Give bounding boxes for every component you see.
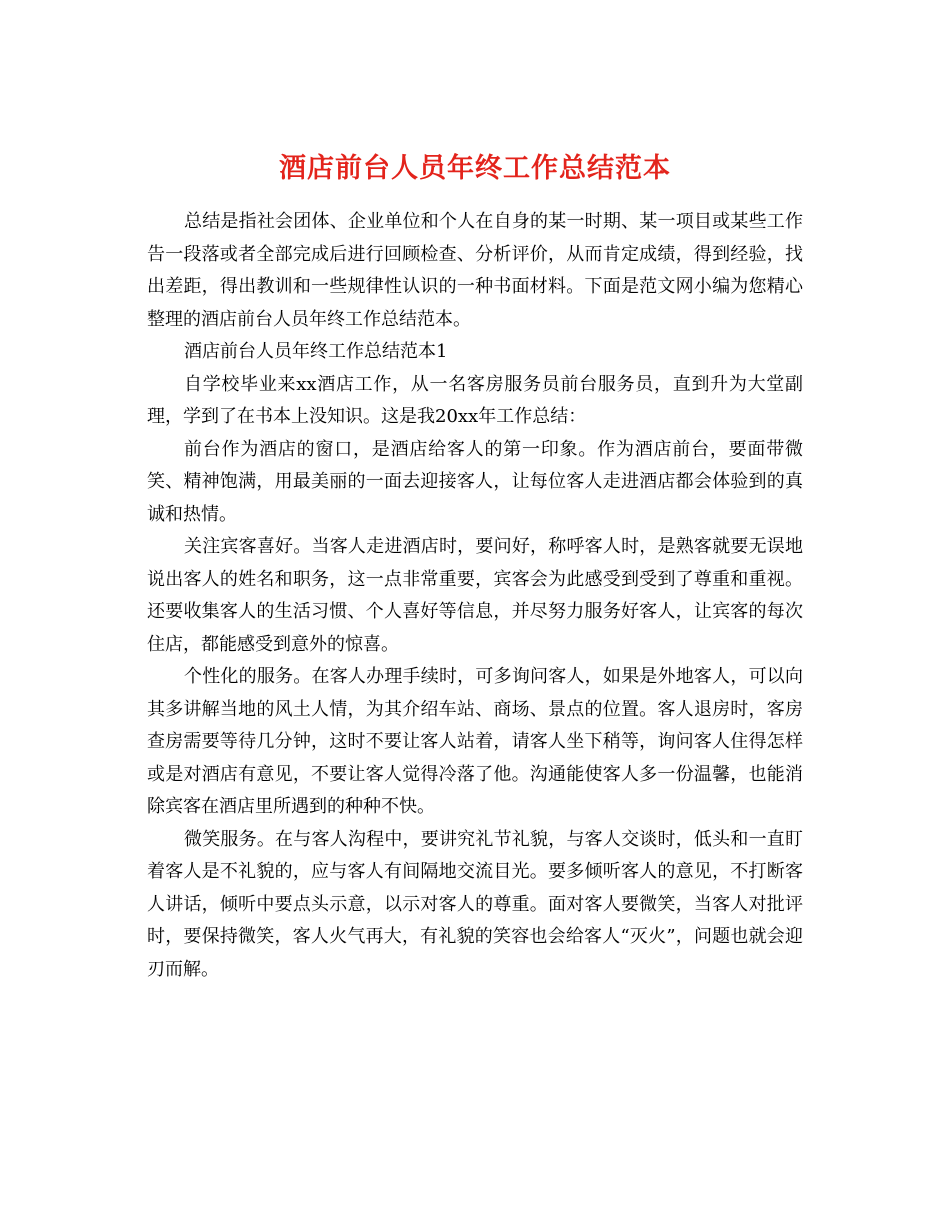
body-paragraph: 微笑服务。在与客人沟程中，要讲究礼节礼貌，与客人交谈时，低头和一直盯着客人是不礼貌的，应与客人有间隔地交流目光。要多倾听客人的意见，不打断客人讲话，倾听中要点头示意，以示对客人的尊重。面对客人要微笑，当客人对批评时，要保持微笑，客人火气再大，有礼貌的笑容也会给客人“灭火”，问题也就会迎刃而解。 [147, 828, 803, 980]
section-heading: 酒店前台人员年终工作总结范本1 [184, 341, 448, 362]
body-paragraph: 关注宾客喜好。当客人走进酒店时，要问好，称呼客人时，是熟客就要无误地说出客人的姓名和职务，这一点非常重要，宾客会为此感受到受到了尊重和重视。还要收集客人的生活习惯、个人喜好等信息，并尽努力服务好客人，让宾客的每次住店，都能感受到意外的惊喜。 [147, 536, 803, 655]
document-title: 酒店前台人员年终工作总结范本 [279, 153, 671, 185]
intro-paragraph: 总结是指社会团体、企业单位和个人在自身的某一时期、某一项目或某些工作告一段落或者全部完成后进行回顾检查、分析评价，从而肯定成绩，得到经验，找出差距，得出教训和一些规律性认识的一种书面材料。下面是范文网小编为您精心整理的酒店前台人员年终工作总结范本。 [147, 211, 803, 330]
body-paragraph: 个性化的服务。在客人办理手续时，可多询问客人，如果是外地客人，可以向其多讲解当地的风土人情，为其介绍车站、商场、景点的位置。客人退房时，客房查房需要等待几分钟，这时不要让客人站着，请客人坐下稍等，询问客人住得怎样或是对酒店有意见，不要让客人觉得冷落了他。沟通能使客人多一份温馨，也能消除宾客在酒店里所遇到的种种不快。 [147, 666, 803, 817]
body-paragraph: 前台作为酒店的窗口，是酒店给客人的第一印象。作为酒店前台，要面带微笑、精神饱满，用最美丽的一面去迎接客人，让每位客人走进酒店都会体验到的真诚和热情。 [147, 438, 803, 525]
body-paragraph: 自学校毕业来xx酒店工作，从一名客房服务员前台服务员，直到升为大堂副理，学到了在书本上没知识。这是我20xx年工作总结： [147, 373, 803, 427]
document-body [147, 206, 803, 986]
